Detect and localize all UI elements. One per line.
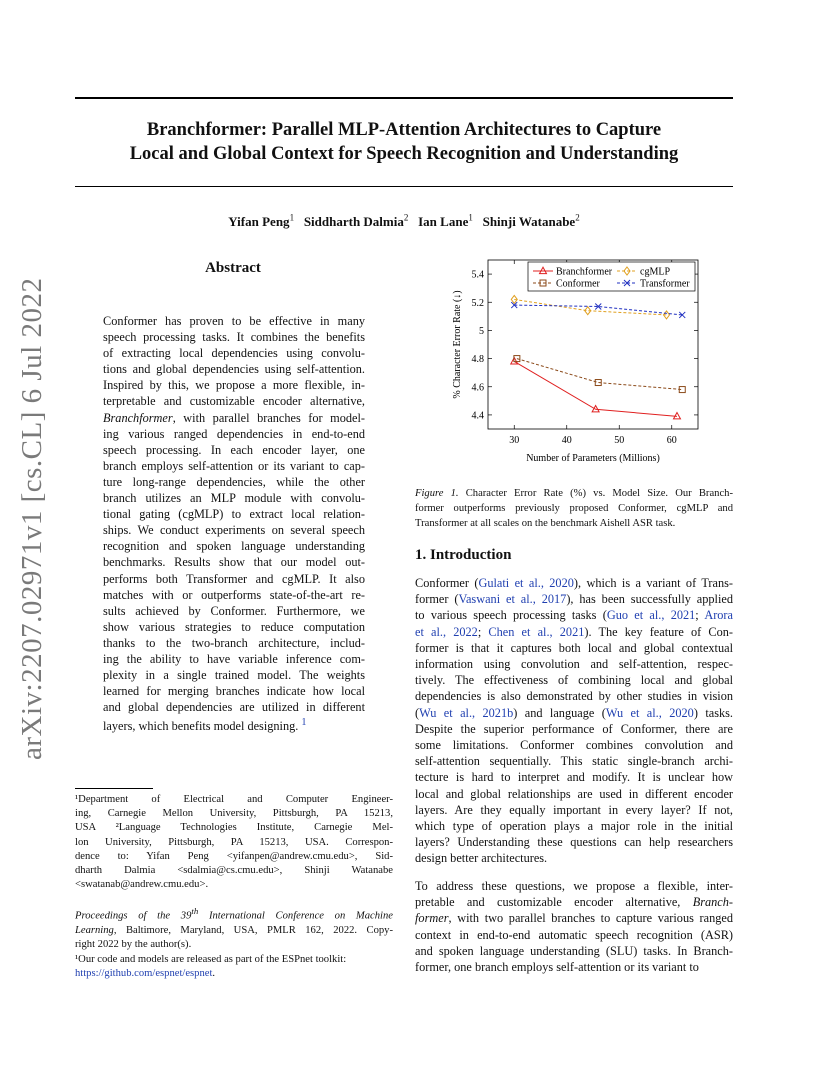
paragraph-line: self-attention sequentially. This static single-branch archi- [415, 754, 733, 769]
citation-link[interactable]: Gulati et al., 2020 [478, 576, 574, 590]
paragraph-line: Despite the superior performance of Conformer, there are [415, 721, 733, 736]
italic-term: Branch- [692, 895, 733, 910]
affiliation-line: <swatanab@andrew.cmu.edu>. [75, 879, 209, 891]
abstract-line: terpretable and customizable encoder alternative, [103, 394, 365, 409]
proceedings-italic: Proceedings of the 39 [75, 910, 192, 922]
abstract-line: performs both Transformer and cgMLP. It also [103, 571, 365, 586]
abstract-line: benchmarks. Results show that our model out- [103, 555, 365, 570]
footnotes [75, 793, 393, 981]
abstract-line: ing various ranged dependencies in end-to-end [103, 426, 365, 441]
citation-link[interactable]: et al., 2022 [415, 624, 478, 639]
paragraph-line: To address these questions, we propose a flexible, inter- [415, 879, 733, 893]
abstract-line: thanks to the two-branch architecture, includ- [103, 635, 365, 650]
abstract-line: tions and global dependencies using self-attention. [103, 362, 365, 377]
abstract-body [103, 313, 365, 735]
abstract-line: ture long-range dependencies, while the other [103, 474, 365, 489]
caption-line: Figure 1. Character Error Rate (%) vs. Model Size. Our Branch- [415, 488, 733, 499]
paragraph-line: et al., 2022; Chen et al., 2021). The key feature of Con- [415, 624, 733, 639]
paragraph-line: former is that it captures both local and global contextual [415, 640, 733, 655]
series-line-conformer [517, 359, 682, 390]
affiliation-line: ing, Carnegie Mellon University, Pittsburgh, PA 15213, [75, 808, 393, 820]
abstract-line: ships. We conduct experiments on several speech [103, 523, 365, 538]
author-1: Yifan Peng$^1$ [228, 213, 295, 230]
x-tick-label: 60 [666, 435, 677, 446]
abstract-line: ing the ability to have variable inference com- [103, 651, 365, 666]
paragraph-line: and spoken language understanding (SLU) tasks. In Branch- [415, 943, 733, 958]
paragraph-line: (Wu et al., 2021b) and language (Wu et al., 2020) tasks. [415, 705, 733, 720]
title-bottom-rule [75, 186, 733, 187]
paragraph-line: layers. Are they equally important in every layer? If not, [415, 802, 733, 817]
paragraph-line: layers? Understanding these questions can help researchers [415, 835, 733, 850]
legend-label-cgmlp: cgMLP [640, 266, 670, 278]
affiliation-line: dence to: Yifan Peng <yifanpen@andrew.cmu.edu>, Sid- [75, 850, 393, 862]
paragraph-line: context in end-to-end automatic speech recognition (ASR) [415, 927, 733, 942]
abstract-line: speech processing. In each encoder layer, one [103, 442, 365, 457]
affiliation-line: ¹Department of Electrical and Computer Engineer- [75, 794, 393, 805]
footnote-rule [75, 788, 153, 789]
x-tick-label: 40 [561, 435, 572, 446]
affiliation-line: USA ²Language Technologies Institute, Carnegie Mel- [75, 822, 393, 834]
paper-title [75, 118, 733, 166]
x-tick-label: 50 [614, 435, 625, 446]
espnet-link[interactable]: https://github.com/espnet/espnet [75, 967, 213, 979]
affiliation-line: dharth Dalmia <sdalmia@cs.cmu.edu>, Shinji Watanabe [75, 865, 393, 877]
caption-line: Transformer at all scales on the benchmark Aishell ASR task. [415, 518, 676, 529]
proceedings-italic: International Conference on Machine [198, 910, 393, 922]
caption-label: Figure 1. [415, 488, 459, 499]
footnote-gap [75, 892, 393, 904]
abstract-line: matches with or outperforms state-of-the-art re- [103, 587, 365, 602]
code-note-line: https://github.com/espnet/espnet. [75, 967, 216, 979]
y-tick-label: 4.8 [471, 354, 484, 366]
abstract-line: show various strategies to reduce computation [103, 619, 365, 634]
abstract-footnote-mark[interactable]: 1 [301, 717, 307, 729]
y-tick-label: 5 [479, 325, 484, 337]
proceedings-italic: Learning [75, 925, 114, 937]
introduction-paragraph-2 [415, 878, 733, 975]
paragraph-line: former, one branch employs self-attention or its variant to [415, 960, 699, 975]
paragraph-line: some limitations. Conformer combines convolution and [415, 738, 733, 753]
affiliation-line: lon University, Pittsburgh, PA 15213, USA. Correspon- [75, 836, 393, 848]
citation-link[interactable]: Arora [704, 608, 733, 623]
introduction-heading: 1. Introduction [415, 547, 512, 563]
citation-link[interactable]: Wu et al., 2021b [419, 705, 514, 720]
abstract-italic-term: Branchformer [103, 410, 173, 425]
paragraph-line: tecture is hard to interpret and modify. It is unclear how [415, 770, 733, 785]
legend-label-conformer: Conformer [556, 278, 600, 290]
title-line-2: Local and Global Context for Speech Recognition and Understanding [129, 144, 679, 164]
proceedings-line [75, 904, 393, 924]
y-tick-label: 5.4 [471, 269, 484, 281]
abstract-line: layers, which benefits model designing. $^1$ [103, 717, 307, 734]
paragraph-line: to various speech processing tasks (Guo et al., 2021; Arora [415, 608, 733, 623]
title-line-1: Branchformer: Parallel MLP-Attention Architectures to Capture [146, 120, 662, 140]
paragraph-line: Conformer (Gulati et al., 2020), which is a variant of Trans- [415, 576, 733, 590]
paragraph-line: design better architectures. [415, 851, 548, 866]
proceedings-line: right 2022 by the author(s). [75, 939, 192, 951]
author-list [75, 213, 733, 230]
x-axis-label: Number of Parameters (Millions) [526, 453, 660, 464]
paragraph-line: tively. The effectiveness of combining local and global [415, 673, 733, 688]
abstract-line: speech processing tasks. It combines the benefits [103, 330, 365, 345]
abstract-line: of extracting local dependencies using convolu- [103, 346, 365, 361]
paragraph-line: former, with two parallel branches to capture various ranged [415, 911, 733, 926]
paragraph-line: which type of operation plays a major role in the initial [415, 819, 733, 834]
title-top-rule [75, 97, 733, 99]
paragraph-line: pretable and customizable encoder alternative, Branch- [415, 895, 733, 910]
legend-label-branchformer: Branchformer [556, 266, 613, 278]
proceedings-sup: th [191, 906, 199, 917]
citation-link[interactable]: Chen et al., 2021 [488, 624, 585, 639]
author-2: Siddharth Dalmia$^2$ [303, 213, 409, 230]
author-3: Ian Lane$^1$ [418, 213, 473, 230]
x-tick-label: 30 [509, 435, 520, 446]
figure-caption [415, 486, 733, 531]
abstract-heading: Abstract [205, 260, 261, 276]
y-tick-label: 4.4 [471, 410, 484, 422]
paragraph-line: dependencies is also demonstrated by other studies in vision [415, 689, 733, 704]
introduction-paragraph-1 [415, 575, 733, 867]
y-tick-label: 5.2 [471, 297, 484, 309]
citation-link[interactable]: Wu et al., 2020 [605, 705, 694, 720]
series-line-cgmlp [514, 299, 666, 314]
abstract-line: plexity in a single trained model. The weights [103, 668, 365, 683]
paragraph-line: former (Vaswani et al., 2017), has been successfully applied [415, 592, 733, 607]
caption-line: former outperforms previously proposed Conformer, cgMLP and [415, 503, 733, 514]
author-4: Shinji Watanabe$^2$ [482, 213, 580, 230]
citation-link[interactable]: Guo et al., 2021 [606, 608, 696, 623]
paragraph-line: information using convolution and self-attention, respec- [415, 657, 733, 672]
abstract-line: sults achieved by Conformer. Furthermore, we [103, 603, 365, 618]
citation-link[interactable]: Vaswani et al., 2017 [458, 592, 567, 607]
arxiv-stamp: arXiv:2207.02971v1 [cs.CL] 6 Jul 2022 [16, 277, 48, 760]
y-tick-label: 4.6 [471, 382, 484, 394]
proceedings-line: Learning, Baltimore, Maryland, USA, PMLR 162, 2022. Copy- [75, 925, 393, 937]
abstract-line: Conformer has proven to be effective in many [103, 314, 365, 328]
y-axis-label: % Character Error Rate (↓) [452, 290, 463, 399]
abstract-line: Branchformer, with parallel branches for model- [103, 410, 365, 425]
abstract-line: branch utilizes an MLP module with convolu- [103, 491, 365, 506]
abstract-line: and global dependencies are utilized in different [103, 700, 365, 715]
cer-vs-params-chart [445, 255, 705, 470]
abstract-line: branch employs self-attention or its variant to cap- [103, 458, 365, 473]
abstract-line: recognition and spoken language understanding [103, 539, 365, 554]
series-line-branchformer [514, 361, 677, 416]
abstract-line: tional gating (cgMLP) to extract local relation- [103, 507, 365, 522]
paragraph-line: local and global relationships are used in different encoder [415, 786, 733, 801]
italic-term: former [415, 911, 449, 926]
abstract-line: Inspired by this, we propose a more flexible, in- [103, 378, 365, 393]
code-note-line: ¹Our code and models are released as part of the ESPnet toolkit: [75, 953, 347, 965]
abstract-line: learned for merging branches indicate how local [103, 684, 365, 699]
point-branchformer [592, 405, 599, 411]
legend-label-transformer: Transformer [640, 278, 690, 290]
